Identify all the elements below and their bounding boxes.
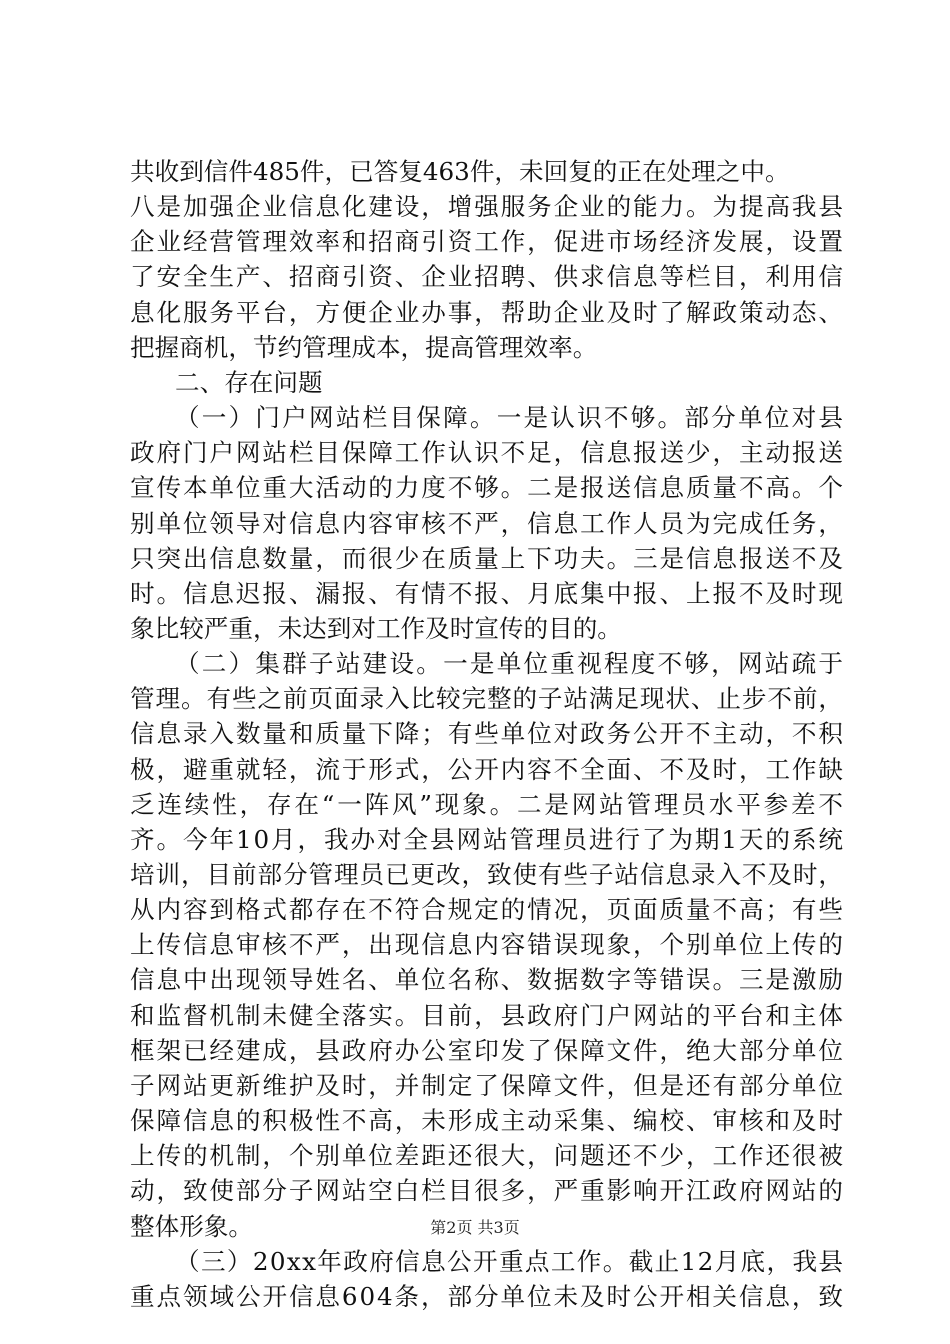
text-line: [0, 998, 950, 1034]
text-line-content: 共收到信件485件，已答复463件，未回复的正在处理之中。: [130, 157, 790, 186]
text-line-content: 了安全生产、招商引资、企业招聘、供求信息等栏目，利用信: [130, 262, 845, 292]
text-line: [0, 927, 950, 963]
text-line: [0, 681, 950, 717]
text-line: [0, 224, 950, 260]
text-line: [0, 646, 950, 682]
text-line: [0, 189, 950, 225]
text-line: [0, 1244, 950, 1280]
text-line-content: 极，避重就轻，流于形式，公开内容不全面、不及时，工作缺: [130, 754, 845, 784]
text-line-content: 二、存在问题: [175, 367, 323, 397]
text-line-content: 别单位领导对信息内容审核不严，信息工作人员为完成任务，: [130, 508, 845, 538]
text-line-content: 子网站更新维护及时，并制定了保障文件，但是还有部分单位: [130, 1070, 845, 1100]
text-line: [0, 1103, 950, 1139]
text-line: [0, 1138, 950, 1174]
text-line-content: 只突出信息数量，而很少在质量上下功夫。三是信息报送不及: [130, 543, 845, 573]
text-line: [0, 295, 950, 331]
text-line-content: （一）门户网站栏目保障。一是认识不够。部分单位对县: [175, 403, 846, 433]
text-line: [0, 576, 950, 612]
text-line-content: 信息中出现领导姓名、单位名称、数据数字等错误。三是激励: [130, 965, 845, 995]
text-line: [0, 400, 950, 436]
text-line: [0, 435, 950, 471]
text-line-content: 政府门户网站栏目保障工作认识不足，信息报送少，主动报送: [130, 438, 845, 468]
text-line: [0, 541, 950, 577]
text-line-content: 和监督机制未健全落实。目前，县政府门户网站的平台和主体: [130, 1000, 845, 1030]
text-line-content: 时。信息迟报、漏报、有情不报、月底集中报、上报不及时现: [130, 578, 845, 608]
text-line: [0, 857, 950, 893]
text-line: [0, 752, 950, 788]
text-line: [0, 1033, 950, 1069]
text-line-content: 上传的机制，个别单位差距还很大，问题还不少，工作还很被: [130, 1141, 845, 1171]
text-line-content: 保障信息的积极性不高，未形成主动采集、编校、审核和及时: [130, 1106, 845, 1136]
text-line: [0, 365, 950, 401]
text-line: [0, 470, 950, 506]
text-line-content: 培训，目前部分管理员已更改，致使有些子站信息录入不及时，: [130, 860, 844, 889]
text-line: [0, 822, 950, 858]
text-line-content: 上传信息审核不严，出现信息内容错误现象，个别单位上传的: [130, 930, 845, 960]
text-line: [0, 330, 950, 366]
text-line: [0, 716, 950, 752]
text-line-content: （三）20xx年政府信息公开重点工作。截止12月底，我县: [175, 1246, 845, 1276]
text-line-content: 乏连续性，存在“一阵风”现象。二是网站管理员水平参差不: [130, 789, 846, 819]
text-line: [0, 1279, 950, 1315]
text-line-content: 象比较严重，未达到对工作及时宣传的目的。: [130, 613, 622, 643]
text-line-content: （二）集群子站建设。一是单位重视程度不够，网站疏于: [175, 649, 846, 679]
text-line: [0, 962, 950, 998]
text-line: [0, 1068, 950, 1104]
text-line-content: 框架已经建成，县政府办公室印发了保障文件，绝大部分单位: [130, 1035, 845, 1065]
page-footer: 第2页 共3页: [430, 1218, 520, 1237]
text-line: [0, 1173, 950, 1209]
text-line-content: 动，致使部分子网站空白栏目很多，严重影响开江政府网站的: [130, 1176, 845, 1206]
text-line-content: 齐。今年10月，我办对全县网站管理员进行了为期1天的系统: [130, 824, 845, 854]
text-line: [0, 506, 950, 542]
text-line: [0, 787, 950, 823]
text-line-content: 息化服务平台，方便企业办事，帮助企业及时了解政策动态、: [130, 297, 845, 327]
text-line-content: 信息录入数量和质量下降；有些单位对政务公开不主动，不积: [130, 719, 845, 749]
text-line-content: 整体形象。: [130, 1211, 253, 1241]
text-line-content: 把握商机，节约管理成本，提高管理效率。: [130, 332, 598, 362]
text-line-content: 企业经营管理效率和招商引资工作，促进市场经济发展，设置: [130, 227, 845, 257]
text-line: [0, 154, 950, 190]
text-line-content: 管理。有些之前页面录入比较完整的子站满足现状、止步不前，: [130, 684, 844, 714]
text-line-content: 从内容到格式都存在不符合规定的情况，页面质量不高；有些: [130, 895, 845, 925]
text-line-content: 重点领域公开信息604条，部分单位未及时公开相关信息，致: [130, 1281, 845, 1311]
text-line: [0, 259, 950, 295]
text-line: [0, 892, 950, 928]
text-line: [0, 611, 950, 647]
text-line-content: 八是加强企业信息化建设，增强服务企业的能力。为提高我县: [130, 192, 845, 222]
text-line-content: 宣传本单位重大活动的力度不够。二是报送信息质量不高。个: [130, 473, 845, 503]
